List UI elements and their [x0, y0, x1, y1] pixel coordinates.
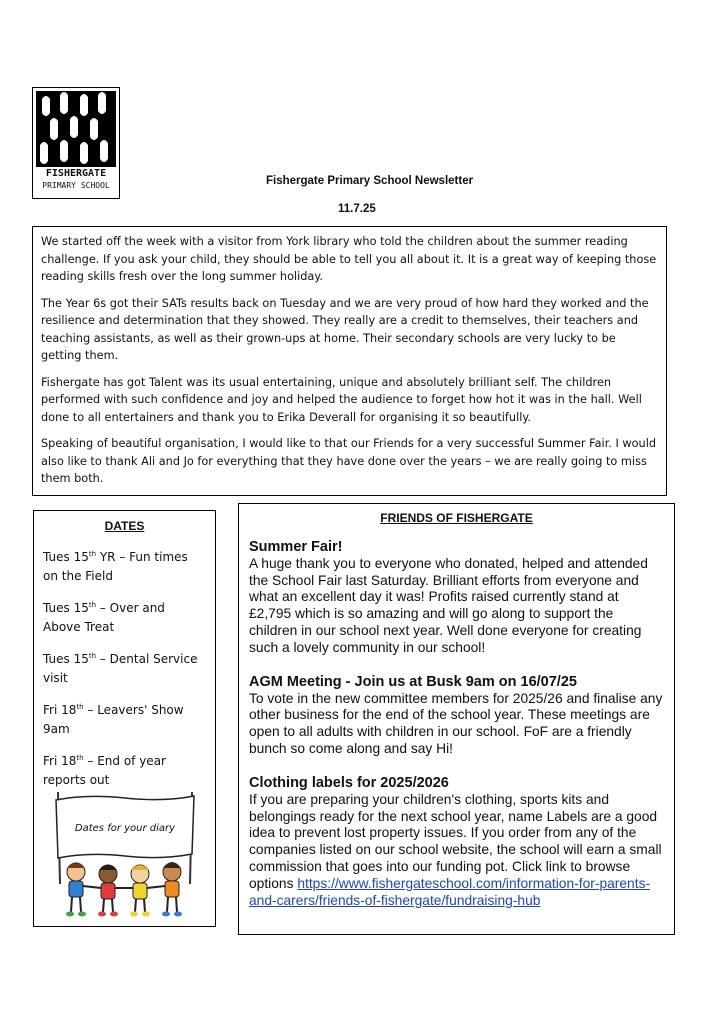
newsletter-title: Fishergate Primary School Newsletter [266, 175, 474, 187]
date-item [43, 647, 206, 689]
logo-text-line2: PRIMARY SCHOOL [42, 181, 110, 190]
intro-box [32, 226, 667, 496]
newsletter-date: 11.7.25 [338, 203, 376, 215]
date-item-text: – End of year reports out [43, 753, 166, 787]
intro-paragraph: We started off the week with a visitor from York library who told the children about the summer reading challenge. If you ask your child, they should be able to tell you all about it. It is a great way of keeping those reading skills fresh over the long summer holiday. [41, 235, 657, 283]
date-item-day: Tues 15 [43, 549, 89, 564]
dates-for-your-diary-banner-icon [46, 788, 204, 920]
date-item-suffix: th [88, 651, 97, 660]
date-item-suffix: th [76, 702, 84, 711]
date-item-suffix: th [88, 549, 97, 558]
date-item [43, 545, 206, 587]
date-item-day: Tues 15 [43, 600, 89, 615]
diary-banner-text: Dates for your diary [74, 823, 176, 834]
fof-section-body: To vote in the new committee members for 2025/26 and finalise any other business for the end of the school year. These meetings are open to all adults with children in our school. FoF are a friendly bunch so come along and say Hi! [249, 690, 663, 756]
date-item-text: – Leavers' Show 9am [43, 702, 184, 736]
date-item-text: YR – Fun times on the Field [43, 549, 188, 583]
date-item-suffix: th [88, 600, 97, 609]
date-item-text: – Dental Service visit [43, 651, 198, 685]
fof-section-body [249, 792, 664, 910]
intro-paragraph: Fishergate has got Talent was its usual entertaining, unique and absolutely brilliant self. The children performed with such confidence and joy and helped the audience to forget how hot it was in the hall. Well done to all entertainers and thank you to Erika Deverall for organising it so beautifully. [41, 375, 642, 424]
school-logo [32, 87, 120, 199]
fundraising-hub-link[interactable]: https://www.fishergateschool.com/information-for-parents-and-carers/friends-of-fishergate/fundraising-hub [249, 875, 651, 908]
dates-box [33, 510, 216, 927]
fof-section-title: AGM Meeting - Join us at Busk 9am on 16/07/25 [249, 673, 577, 690]
fof-section-body: A huge thank you to everyone who donated, helped and attended the School Fair last Saturday. Brilliant efforts from everyone and what an excellent day it was! Profits raised currently stand at £2,795 which is so amazing and will go along to support the children in our school next year. Well done everyone for creating such a lovely community in our school! [249, 555, 648, 655]
logo-text-line1: FISHERGATE [45, 168, 107, 179]
date-item [43, 749, 206, 791]
date-item [43, 596, 206, 638]
logo-fish-pattern-icon [36, 91, 116, 167]
fof-heading: FRIENDS OF FISHERGATE [380, 511, 533, 525]
date-item-suffix: th [76, 753, 84, 762]
fof-section-title: Summer Fair! [249, 538, 343, 555]
fof-section-body-text: If you are preparing your children's clothing, sports kits and belongings ready for the next school year, name Labels are a good idea to prevent lost property issues. If you order from any of the companies listed on our school website, the school will earn a small commission that goes into our funding pot. Click link to browse options [249, 791, 662, 891]
date-item-day: Fri 18 [43, 753, 77, 768]
date-item-day: Tues 15 [43, 651, 89, 666]
friends-of-fishergate-box [238, 503, 675, 935]
dates-heading: DATES [104, 519, 145, 533]
intro-paragraph: The Year 6s got their SATs results back on Tuesday and we are very proud of how hard they worked and the resilience and determination that they showed. They really are a credit to themselves, their teachers and teaching assistants, as well as their grown-ups at home. Their secondary schools are very lucky to be getting them. [41, 296, 649, 362]
intro-paragraph: Speaking of beautiful organisation, I would like to that our Friends for a very successful Summer Fair. I would also like to thank Ali and Jo for everything that they have done over the years – we are really going to miss them both. [41, 437, 657, 485]
date-item-day: Fri 18 [43, 702, 77, 717]
date-item [43, 698, 206, 740]
date-item-text: – Over and Above Treat [43, 600, 165, 634]
fof-section-title: Clothing labels for 2025/2026 [249, 774, 449, 791]
